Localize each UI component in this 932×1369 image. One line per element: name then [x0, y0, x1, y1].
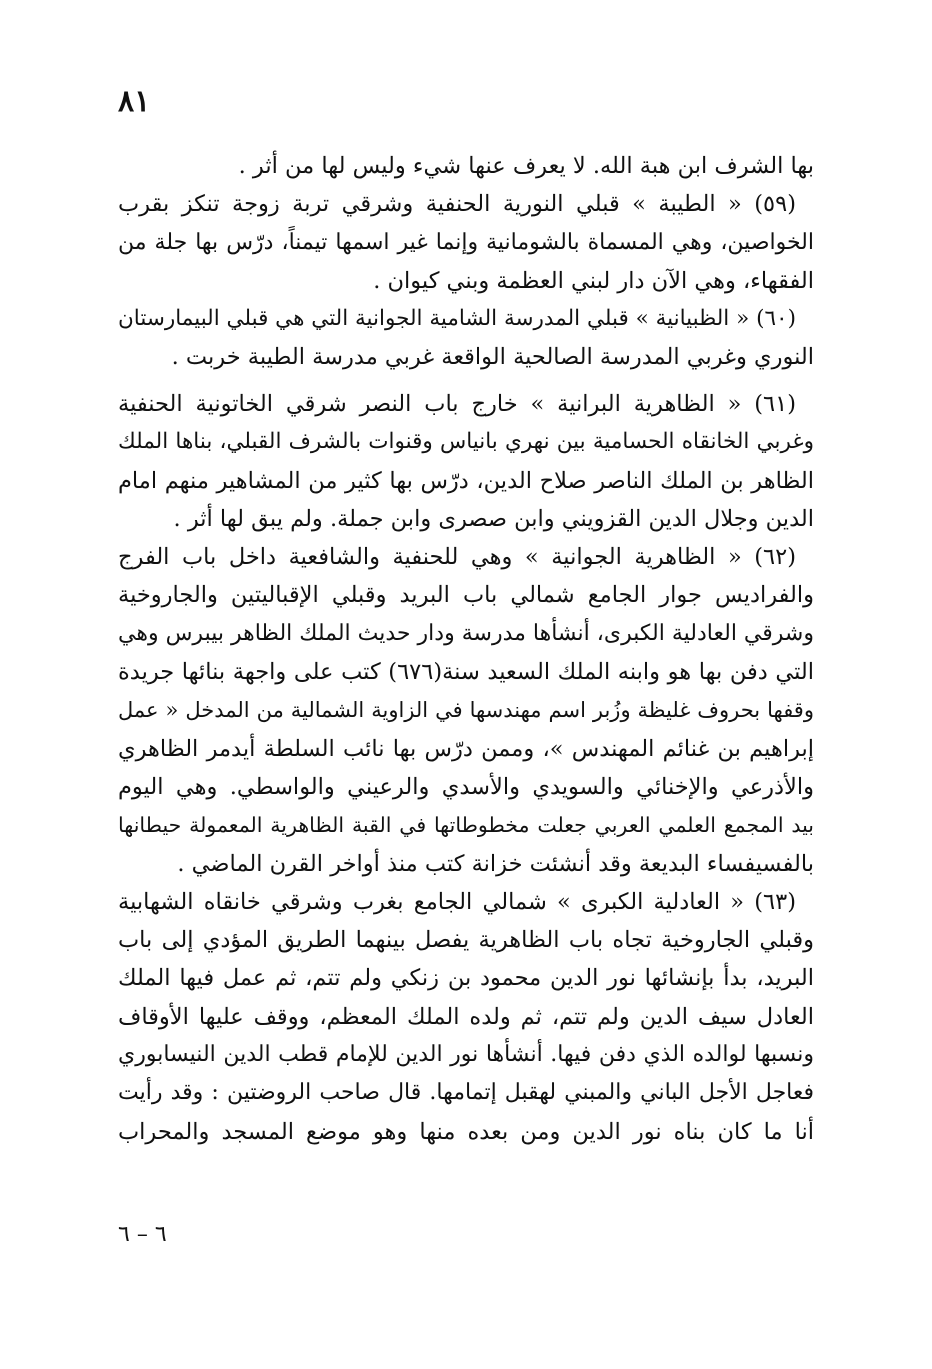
text-line: بها الشرف ابن هبة الله. لا يعرف عنها شيء وليس لها من أثر .	[238, 153, 814, 179]
text-line: التي دفن بها هو وابنه الملك السعيد سنة(٦٧٦) كتب على واجهة بنائها جريدة	[118, 659, 814, 686]
printer-signature-mark: ٦ – ٦	[118, 1222, 167, 1247]
text-line: وشرقي العادلية الكبرى، أنشأها مدرسة ودار حديث الملك الظاهر بيبرس وهي	[118, 620, 814, 646]
text-line: وغربي الخانقاه الحسامية بين نهري بانياس وقنوات بالشرف القبلي، بناها الملك	[118, 429, 814, 455]
text-line: بيد المجمع العلمي العربي جعلت مخطوطاتها في القبة الظاهرية المعمولة حيطانها	[118, 813, 814, 838]
text-line: بالفسيفساء البديعة وقد أنشئت خزانة كتب منذ أواخر القرن الماضي .	[177, 850, 814, 877]
text-line: العادل سيف الدين ولم تتم، ثم ولده الملك المعظم، ووقف عليها الأوقاف	[118, 1003, 814, 1030]
paragraphs-61-63	[118, 385, 814, 1151]
text-line: (٦١) « الظاهرية البرانية » خارج باب النصر شرقي الخاتونية الحنفية	[118, 391, 796, 417]
text-line: وقبلي الجاروخية تجاه باب الظاهرية يفصل بينهما الطريق المؤدي إلى باب	[118, 927, 814, 954]
text-line: الفقهاء، وهي الآن دار لبني العظمة وبني كيوان .	[373, 267, 814, 294]
text-line: أنا ما كان بناه نور الدين ومن بعده منها وهو موضع المسجد والمحراب	[118, 1118, 814, 1145]
text-line: (٦٢) « الظاهرية الجوانية » وهي للحنفية والشافعية داخل باب الفرج	[118, 544, 796, 571]
text-line: البريد، بدأ بإنشائها نور الدين محمود بن زنكي ولم تتم، ثم عمل فيها الملك	[118, 965, 814, 992]
page-number: ٨١	[118, 84, 151, 119]
paragraph-intro-and-59-60	[118, 147, 814, 377]
text-line: (٥٩) « الطيبة » قبلي النورية الحنفية وشرقي تربة زوجة تنكز بقرب	[118, 191, 796, 218]
text-line: النوري وغربي المدرسة الصالحية الواقعة غربي مدرسة الطيبة خربت .	[171, 344, 814, 371]
text-line: الخواصين، وهي المسماة بالشومانية وإنما غير اسمها تيمناً، درّس بها جلة من	[118, 229, 814, 255]
text-line: فعاجل الأجل الباني والمبني لهقبل إتمامها. قال صاحب الروضتين : وقد رأيت	[118, 1080, 814, 1106]
text-line: ونسبها لوالده الذي دفن فيها. أنشأها نور الدين للإمام قطب الدين النيسابوري	[118, 1042, 814, 1068]
text-line: الدين وجلال الدين القزويني وابن صصرى وابن جملة. ولم يبق لها أثر .	[173, 505, 814, 532]
text-line: والأذرعي والإخنائي والسويدي والأسدي والرعيني والواسطي. وهي اليوم	[118, 773, 814, 800]
text-line: والفراديس جوار الجامع شمالي باب البريد وقبلي الإقباليتين والجاروخية	[118, 582, 814, 609]
text-line: وقفها بحروف غليظة وزُبر اسم مهندسها في الزاوية الشمالية من المدخل « عمل	[118, 698, 814, 723]
text-line: الظاهر بن الملك الناصر صلاح الدين، درّس بها كثير من المشاهير منهم امام	[118, 467, 814, 494]
text-line: إبراهيم بن غنائم المهندس »، وممن درّس بها نائب السلطة أيدمر الظاهري	[118, 735, 814, 762]
text-line: (٦٣) « العادلية الكبرى » شمالي الجامع بغرب وشرقي خانقاه الشهابية	[118, 888, 796, 915]
text-line: (٦٠) « الظبيانية » قبلي المدرسة الشامية الجوانية التي هي قبلي البيمارستان	[118, 306, 796, 332]
